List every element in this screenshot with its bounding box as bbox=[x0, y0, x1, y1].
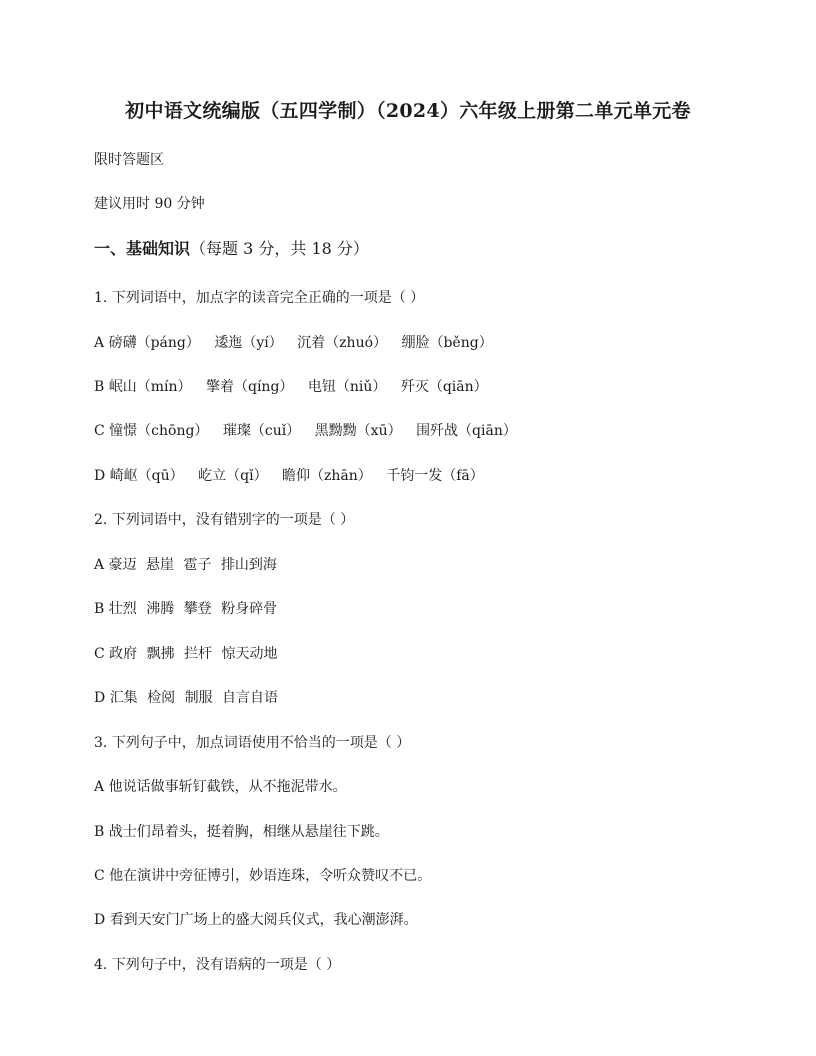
option-word: 壮烈 bbox=[108, 601, 137, 617]
option-text: 看到天安门广场上的盛大阅兵仪式，我心潮澎湃。 bbox=[109, 912, 418, 928]
document-title: 初中语文统编版（五四学制）（2024）六年级上册第二单元单元卷 bbox=[125, 100, 691, 122]
option-item: 电钮（niǔ） bbox=[307, 379, 387, 395]
question-1-option-b bbox=[94, 377, 498, 397]
option-word: 检阅 bbox=[147, 690, 176, 706]
time-limit-label: 限时答题区 bbox=[94, 152, 164, 168]
option-word: 汇集 bbox=[109, 690, 138, 706]
section-heading bbox=[94, 239, 369, 259]
option-item: 磅礴（páng） bbox=[108, 335, 200, 351]
option-item: 崎岖（qū） bbox=[109, 468, 184, 484]
question-3-option-b bbox=[94, 822, 389, 842]
option-text: 他说话做事斩钉截铁，从不拖泥带水。 bbox=[108, 779, 347, 795]
question-1-option-a bbox=[94, 333, 503, 353]
option-letter: C bbox=[94, 868, 105, 884]
question-2-option-c bbox=[94, 644, 283, 664]
option-word: 惊天动地 bbox=[221, 646, 278, 662]
option-word: 拦杆 bbox=[184, 646, 213, 662]
option-item: 歼灭（qiān） bbox=[400, 379, 488, 395]
option-item: 逶迤（yí） bbox=[214, 335, 283, 351]
question-1-stem: 1. 下列词语中，加点字的读音完全正确的一项是（ ） bbox=[94, 290, 425, 306]
option-letter: D bbox=[94, 912, 106, 928]
option-item: 憧憬（chōng） bbox=[109, 423, 209, 439]
option-word: 悬崖 bbox=[146, 557, 175, 573]
option-word: 雹子 bbox=[183, 557, 212, 573]
option-word: 豪迈 bbox=[108, 557, 137, 573]
question-2-option-d bbox=[94, 688, 283, 708]
suggested-time-label: 建议用时 90 分钟 bbox=[94, 196, 205, 212]
option-letter: B bbox=[94, 379, 105, 395]
option-item: 黑黝黝（xū） bbox=[314, 423, 402, 439]
option-item: 璀璨（cuǐ） bbox=[222, 423, 301, 439]
option-item: 擎着（qíng） bbox=[205, 379, 294, 395]
option-text: 战士们昂着头，挺着胸，相继从悬崖往下跳。 bbox=[108, 824, 389, 840]
question-3-option-a bbox=[94, 777, 347, 797]
option-word: 制服 bbox=[184, 690, 213, 706]
question-1-option-c bbox=[94, 421, 527, 441]
question-2-stem: 2. 下列词语中，没有错别字的一项是（ ） bbox=[94, 512, 355, 528]
option-letter: B bbox=[94, 824, 105, 840]
question-3-option-c bbox=[94, 866, 431, 886]
question-2-option-b bbox=[94, 599, 282, 619]
question-1-option-d bbox=[94, 466, 494, 486]
option-letter: A bbox=[94, 557, 105, 573]
option-item: 沉着（zhuó） bbox=[297, 335, 388, 351]
option-word: 政府 bbox=[109, 646, 138, 662]
question-3-option-d bbox=[94, 910, 418, 930]
option-letter: C bbox=[94, 646, 105, 662]
question-2-option-a bbox=[94, 555, 282, 575]
option-item: 千钧一发（fā） bbox=[386, 468, 484, 484]
option-word: 粉身碎骨 bbox=[221, 601, 278, 617]
option-item: 围歼战（qiān） bbox=[416, 423, 517, 439]
option-letter: D bbox=[94, 690, 106, 706]
option-word: 自言自语 bbox=[222, 690, 279, 706]
option-text: 他在演讲中旁征博引，妙语连珠，令听众赞叹不已。 bbox=[109, 868, 432, 884]
option-letter: A bbox=[94, 335, 105, 351]
option-word: 排山到海 bbox=[220, 557, 277, 573]
option-item: 岷山（mín） bbox=[108, 379, 192, 395]
option-word: 沸腾 bbox=[146, 601, 175, 617]
option-word: 攀登 bbox=[183, 601, 212, 617]
option-item: 屹立（qǐ） bbox=[198, 468, 268, 484]
option-letter: A bbox=[94, 779, 105, 795]
question-4-stem: 4. 下列句子中，没有语病的一项是（ ） bbox=[94, 957, 341, 973]
option-item: 绷脸（běng） bbox=[401, 335, 493, 351]
option-letter: C bbox=[94, 423, 105, 439]
section-title: 一、基础知识 bbox=[94, 239, 191, 258]
option-item: 瞻仰（zhān） bbox=[282, 468, 372, 484]
section-score-note: （每题 3 分，共 18 分） bbox=[190, 239, 369, 258]
option-letter: B bbox=[94, 601, 105, 617]
option-word: 飘拂 bbox=[146, 646, 175, 662]
question-3-stem: 3. 下列句子中，加点词语使用不恰当的一项是（ ） bbox=[94, 735, 411, 751]
option-letter: D bbox=[94, 468, 106, 484]
